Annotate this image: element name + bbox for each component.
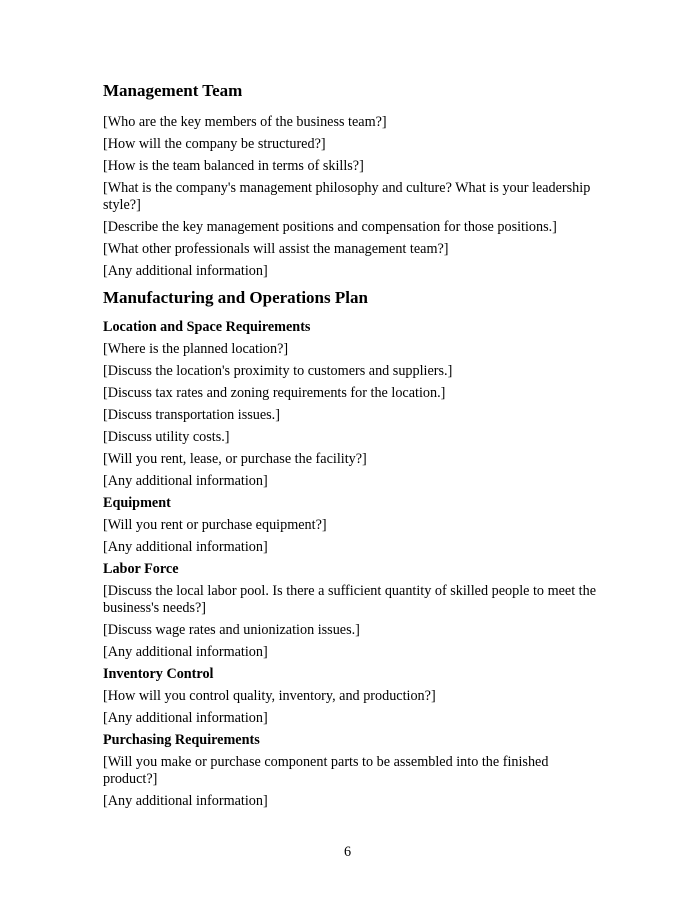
paragraph: [Will you rent, lease, or purchase the facility?]	[103, 451, 367, 467]
paragraph: [Any additional information]	[103, 263, 268, 279]
paragraph: [Discuss tax rates and zoning requirements for the location.]	[103, 385, 446, 401]
paragraph: [Discuss utility costs.]	[103, 429, 230, 445]
paragraph: [Describe the key management positions and compensation for those positions.]	[103, 219, 557, 235]
subheading-inventory-control: Inventory Control	[103, 666, 214, 682]
paragraph: [Any additional information]	[103, 539, 268, 555]
subheading-labor-force: Labor Force	[103, 561, 179, 577]
paragraph: [Any additional information]	[103, 644, 268, 660]
paragraph: [Who are the key members of the business team?]	[103, 114, 387, 130]
paragraph: [Discuss wage rates and unionization issues.]	[103, 622, 360, 638]
heading-manufacturing-operations: Manufacturing and Operations Plan	[103, 288, 368, 307]
page-number: 6	[343, 844, 352, 860]
paragraph: [What other professionals will assist the management team?]	[103, 241, 449, 257]
paragraph: [How will the company be structured?]	[103, 136, 326, 152]
paragraph: [How is the team balanced in terms of skills?]	[103, 158, 364, 174]
paragraph: [Discuss the location's proximity to customers and suppliers.]	[103, 363, 453, 379]
paragraph: [Will you rent or purchase equipment?]	[103, 517, 327, 533]
paragraph: [Any additional information]	[103, 710, 268, 726]
heading-management-team: Management Team	[103, 81, 243, 100]
paragraph: [How will you control quality, inventory, and production?]	[103, 688, 436, 704]
paragraph: [Where is the planned location?]	[103, 341, 289, 357]
subheading-location: Location and Space Requirements	[103, 319, 311, 335]
paragraph: [Discuss the local labor pool. Is there a sufficient quantity of skilled people to meet the business's needs?]	[103, 583, 597, 616]
paragraph: [Will you make or purchase component parts to be assembled into the finished product?]	[103, 754, 549, 787]
subheading-equipment: Equipment	[103, 495, 171, 511]
paragraph: [Discuss transportation issues.]	[103, 407, 280, 423]
paragraph: [Any additional information]	[103, 473, 268, 489]
subheading-purchasing: Purchasing Requirements	[103, 732, 260, 748]
paragraph: [Any additional information]	[103, 793, 268, 809]
document-body	[103, 81, 603, 815]
paragraph: [What is the company's management philosophy and culture? What is your leadership style?]	[103, 180, 591, 213]
